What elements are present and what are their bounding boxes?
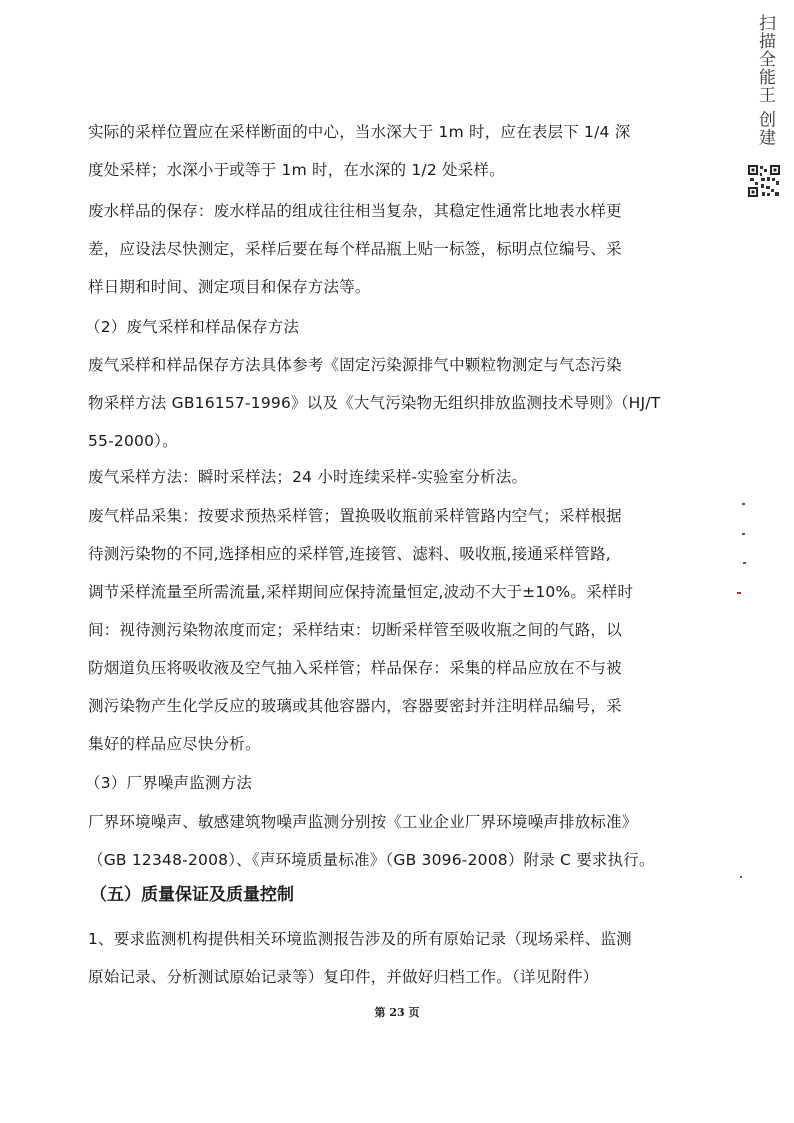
paragraph bbox=[88, 920, 648, 996]
qr-code-icon bbox=[747, 164, 781, 198]
paragraph bbox=[88, 458, 648, 496]
paragraph bbox=[88, 113, 648, 189]
paragraph bbox=[88, 192, 648, 306]
text-line: 度处采样；水深小于或等于 1m 时，在水深的 1/2 处采样。 bbox=[88, 161, 505, 179]
text-line: 物采样方法 GB16157-1996》以及《大气污染物无组织排放监测技术导则》（HJ/T bbox=[88, 394, 661, 412]
text-line: 厂界环境噪声、敏感建筑物噪声监测分别按《工业企业厂界环境噪声排放标准》 bbox=[88, 813, 638, 831]
text-line: 55-2000）。 bbox=[88, 432, 178, 450]
text-line: 废水样品的保存：废水样品的组成往往相当复杂，其稳定性通常比地表水样更 bbox=[88, 202, 622, 220]
subsection-title bbox=[85, 764, 645, 802]
subsection-title bbox=[85, 308, 645, 346]
scan-speck bbox=[742, 503, 745, 505]
text-line: 原始记录、分析测试原始记录等）复印件，并做好归档工作。（详见附件） bbox=[88, 968, 599, 986]
section-heading: （五）质量保证及质量控制 bbox=[90, 885, 294, 905]
text-line: 1、要求监测机构提供相关环境监测报告涉及的所有原始记录（现场采样、监测 bbox=[88, 930, 632, 948]
text-line: 间：视待测污染物浓度而定；采样结束：切断采样管至吸收瓶之间的气路，以 bbox=[88, 621, 622, 639]
scan-speck bbox=[737, 592, 741, 594]
text-line: 样日期和时间、测定项目和保存方法等。 bbox=[88, 278, 371, 296]
page-number: 第 23 页 bbox=[374, 1006, 420, 1019]
scan-speck bbox=[742, 533, 745, 535]
paragraph bbox=[88, 803, 655, 879]
text-line: 废气样品采集：按要求预热采样管；置换吸收瓶前采样管路内空气；采样根据 bbox=[88, 507, 622, 525]
scan-speck bbox=[743, 562, 746, 564]
text-line: （GB 12348-2008）、《声环境质量标准》（GB 3096-2008）附录 C 要求执行。 bbox=[88, 851, 655, 869]
text-line: （2）废气采样和样品保存方法 bbox=[85, 318, 300, 336]
text-line: （3）厂界噪声监测方法 bbox=[85, 774, 253, 792]
text-line: 测污染物产生化学反应的玻璃或其他容器内，容器要密封并注明样品编号，采 bbox=[88, 697, 622, 715]
scan-speck bbox=[740, 876, 742, 878]
paragraph bbox=[88, 346, 661, 460]
text-line: 防烟道负压将吸收液及空气抽入采样管；样品保存：采集的样品应放在不与被 bbox=[88, 659, 622, 677]
text-line: 废气采样方法：瞬时采样法；24 小时连续采样-实验室分析法。 bbox=[88, 468, 528, 486]
paragraph bbox=[88, 497, 648, 763]
text-line: 实际的采样位置应在采样断面的中心，当水深大于 1m 时，应在表层下 1/4 深 bbox=[88, 123, 631, 141]
text-line: 集好的样品应尽快分析。 bbox=[88, 735, 261, 753]
watermark-text: 扫描全能王 创建 bbox=[755, 14, 775, 147]
text-line: 差，应设法尽快测定，采样后要在每个样品瓶上贴一标签，标明点位编号、采 bbox=[88, 240, 622, 258]
text-line: 废气采样和样品保存方法具体参考《固定污染源排气中颗粒物测定与气态污染 bbox=[88, 356, 622, 374]
text-line: 待测污染物的不同,选择相应的采样管,连接管、滤料、吸收瓶,接通采样管路, bbox=[88, 545, 611, 563]
scanner-watermark bbox=[745, 14, 785, 204]
text-line: 调节采样流量至所需流量,采样期间应保持流量恒定,波动不大于±10%。采样时 bbox=[88, 583, 634, 601]
